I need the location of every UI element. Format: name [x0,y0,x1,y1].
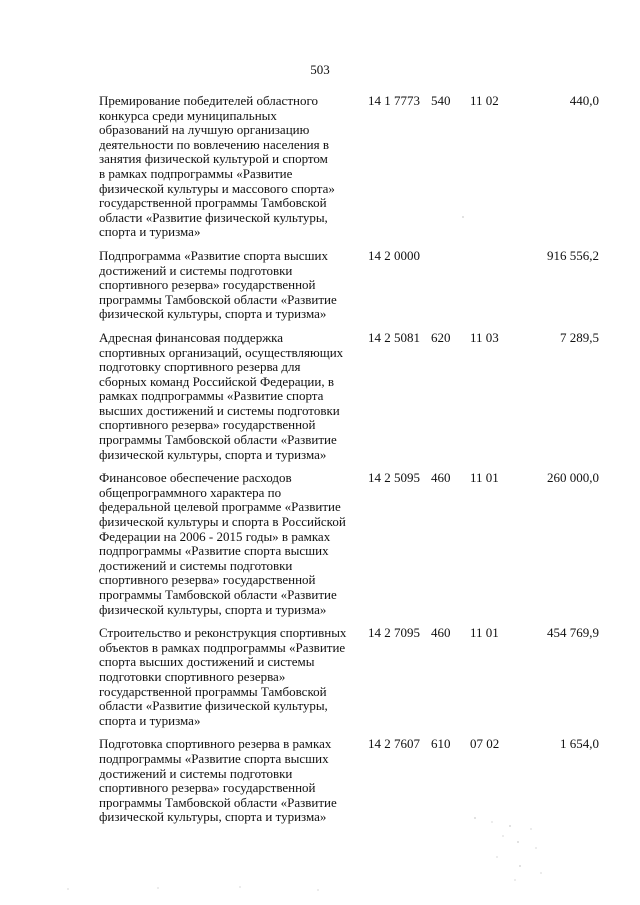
row-description: Премирование победителей областного конкурса среди муниципальных образований на лучшую организацию деятельности по вовлечению населения в занятия физической культурой и спортом в рамках подпрограммы «Развитие физической культуры и массового спорта» государственной программы Тамбовской области «Развитие физической культуры, спорта и туризма» [99,93,335,240]
row-expense-type: 610 [431,736,451,752]
table-row [0,737,640,825]
row-amount: 916 556,2 [547,247,599,263]
row-target-code: 14 2 5095 [368,470,420,486]
table-row [0,626,640,728]
row-description: Подготовка спортивного резерва в рамках подпрограммы «Развитие спорта высших достижений и системы подготовки спортивного резерва» государственной программы Тамбовской области «Развитие физической культуры, спорта и туризма» [99,736,337,825]
row-target-code: 14 1 7773 [368,93,420,108]
row-section: 07 02 [470,736,500,752]
row-description: Финансовое обеспечение расходов общепрограммного характера по федеральной целевой программе «Развитие физической культуры и спорта в Российской Федерации на 2006 - 2015 годы» в рамках подпрограммы «Развитие спорта высших достижений и системы подготовки спортивного резерва» государственной программы Тамбовской области «Развитие физической культуры, спорта и туризма» [99,470,346,617]
page-number: 503 [310,62,330,77]
table-row [0,331,640,462]
row-target-code: 14 2 7095 [368,625,420,641]
row-section: 11 02 [470,93,499,108]
row-amount: 454 769,9 [547,625,599,641]
budget-table [0,94,640,834]
row-target-code: 14 2 5081 [368,329,420,345]
row-expense-type: 460 [431,470,451,486]
row-amount: 440,0 [569,93,599,108]
row-section: 11 03 [470,329,499,345]
row-target-code: 14 2 7607 [368,736,420,752]
row-description: Адресная финансовая поддержка спортивных организаций, осуществляющих подготовку спортивного резерва для сборных команд Российской Федерации, в рамках подпрограммы «Развитие спорта высших достижений и системы подготовки спортивного резерва» государственной программы Тамбовской области «Развитие физической культуры, спорта и туризма» [99,329,344,462]
row-expense-type: 540 [431,93,451,108]
row-section: 11 01 [470,625,499,641]
row-amount: 260 000,0 [547,470,599,486]
table-row [0,471,640,617]
table-row [0,249,640,322]
row-description: Строительство и реконструкция спортивных объектов в рамках подпрограммы «Развитие спорта высших достижений и системы подготовки спортивного резерва» государственной программы Тамбовской области «Развитие физической культуры, спорта и туризма» [99,625,347,728]
row-target-code: 14 2 0000 [368,247,420,263]
row-expense-type: 620 [431,329,451,345]
row-description: Подпрограмма «Развитие спорта высших достижений и системы подготовки спортивного резерва» государственной программы Тамбовской области «Развитие физической культуры, спорта и туризма» [99,247,337,322]
row-amount: 7 289,5 [560,329,599,345]
row-section: 11 01 [470,470,499,486]
table-row [0,94,640,240]
row-amount: 1 654,0 [560,736,599,752]
row-expense-type: 460 [431,625,451,641]
